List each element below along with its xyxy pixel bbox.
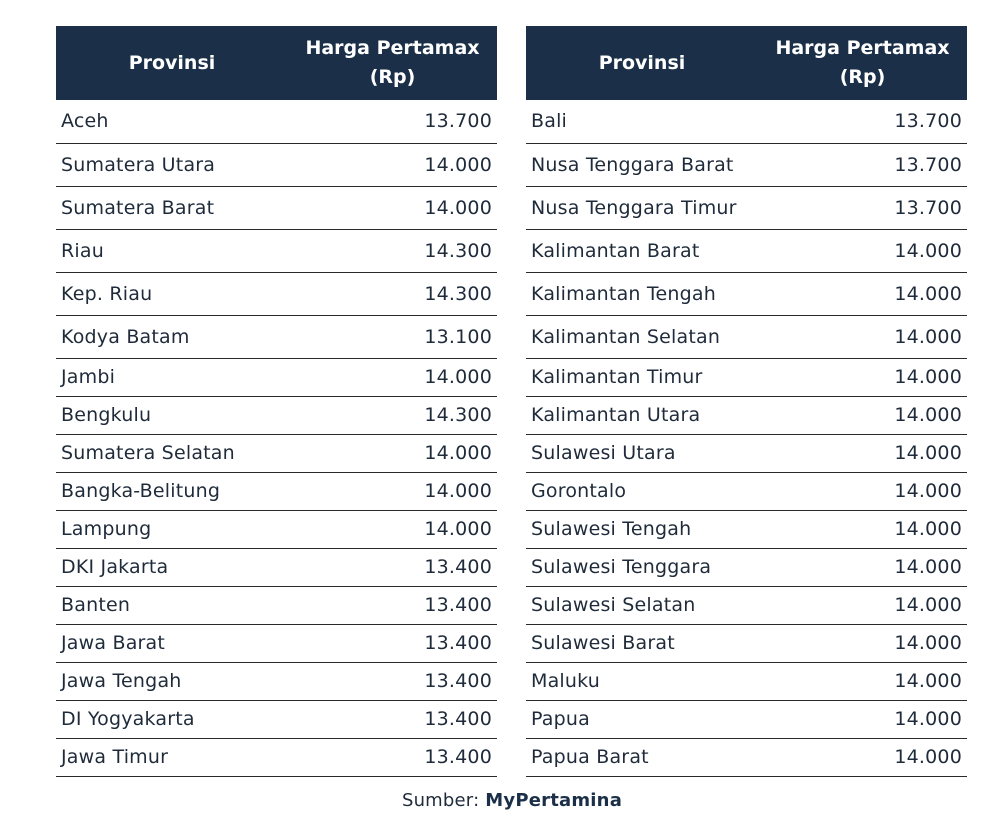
table-row bbox=[526, 143, 967, 186]
province-cell: Jambi bbox=[56, 358, 288, 396]
province-cell: Jawa Barat bbox=[56, 624, 288, 662]
table-row bbox=[526, 472, 967, 510]
province-column-header: Provinsi bbox=[56, 26, 288, 100]
price-cell: 14.000 bbox=[758, 358, 967, 396]
table-row bbox=[56, 143, 497, 186]
price-cell: 14.000 bbox=[758, 315, 967, 358]
province-cell: Bali bbox=[526, 100, 758, 143]
table-row bbox=[526, 434, 967, 472]
table-row bbox=[56, 186, 497, 229]
table-header-row bbox=[56, 26, 497, 100]
province-cell: Sumatera Selatan bbox=[56, 434, 288, 472]
price-cell: 14.000 bbox=[758, 548, 967, 586]
province-cell: Maluku bbox=[526, 662, 758, 700]
province-cell: Papua bbox=[526, 700, 758, 738]
table-row bbox=[526, 662, 967, 700]
table-row bbox=[526, 396, 967, 434]
table-header-row bbox=[526, 26, 967, 100]
price-cell: 13.100 bbox=[288, 315, 497, 358]
price-cell: 14.000 bbox=[758, 586, 967, 624]
price-cell: 14.000 bbox=[758, 662, 967, 700]
price-cell: 14.000 bbox=[758, 229, 967, 272]
table-row bbox=[526, 510, 967, 548]
province-cell: Papua Barat bbox=[526, 738, 758, 776]
price-cell: 13.700 bbox=[758, 186, 967, 229]
price-cell: 13.700 bbox=[758, 100, 967, 143]
price-cell: 14.000 bbox=[758, 510, 967, 548]
price-cell: 14.300 bbox=[288, 229, 497, 272]
price-cell: 14.000 bbox=[288, 434, 497, 472]
price-header-line-2: (Rp) bbox=[839, 66, 886, 88]
province-cell: Bangka-Belitung bbox=[56, 472, 288, 510]
province-cell: Sulawesi Selatan bbox=[526, 586, 758, 624]
province-cell: Kalimantan Utara bbox=[526, 396, 758, 434]
table-body bbox=[526, 100, 967, 776]
province-cell: Kep. Riau bbox=[56, 272, 288, 315]
price-table-right bbox=[526, 26, 967, 777]
table-row bbox=[56, 510, 497, 548]
province-cell: Gorontalo bbox=[526, 472, 758, 510]
price-column-header bbox=[758, 26, 967, 100]
province-cell: Jawa Tengah bbox=[56, 662, 288, 700]
province-cell: Sulawesi Tengah bbox=[526, 510, 758, 548]
province-cell: Kalimantan Selatan bbox=[526, 315, 758, 358]
price-cell: 13.400 bbox=[288, 662, 497, 700]
price-cell: 13.400 bbox=[288, 586, 497, 624]
source-name: MyPertamina bbox=[485, 790, 623, 811]
price-cell: 14.000 bbox=[288, 472, 497, 510]
table-row bbox=[526, 548, 967, 586]
price-cell: 14.000 bbox=[288, 143, 497, 186]
price-cell: 14.000 bbox=[288, 186, 497, 229]
table-row bbox=[56, 586, 497, 624]
table-row bbox=[56, 700, 497, 738]
price-cell: 14.300 bbox=[288, 396, 497, 434]
price-cell: 14.000 bbox=[758, 472, 967, 510]
price-cell: 13.400 bbox=[288, 548, 497, 586]
table-row bbox=[56, 624, 497, 662]
province-cell: Sulawesi Barat bbox=[526, 624, 758, 662]
table-row bbox=[526, 272, 967, 315]
province-cell: Sulawesi Tenggara bbox=[526, 548, 758, 586]
table-row bbox=[56, 315, 497, 358]
price-cell: 14.000 bbox=[758, 272, 967, 315]
table-row bbox=[526, 229, 967, 272]
province-cell: Sumatera Utara bbox=[56, 143, 288, 186]
table-row bbox=[56, 100, 497, 143]
price-header-line-2: (Rp) bbox=[369, 66, 416, 88]
province-column-header: Provinsi bbox=[526, 26, 758, 100]
price-cell: 13.400 bbox=[288, 700, 497, 738]
table-row bbox=[56, 662, 497, 700]
price-cell: 13.400 bbox=[288, 624, 497, 662]
province-cell: Kalimantan Tengah bbox=[526, 272, 758, 315]
price-cell: 14.000 bbox=[288, 510, 497, 548]
province-cell: Kodya Batam bbox=[56, 315, 288, 358]
province-cell: Sumatera Barat bbox=[56, 186, 288, 229]
province-cell: DI Yogyakarta bbox=[56, 700, 288, 738]
table-row bbox=[526, 358, 967, 396]
price-cell: 14.000 bbox=[758, 434, 967, 472]
table-row bbox=[526, 700, 967, 738]
table-row bbox=[526, 586, 967, 624]
province-cell: Riau bbox=[56, 229, 288, 272]
province-cell: Sulawesi Utara bbox=[526, 434, 758, 472]
table-row bbox=[56, 434, 497, 472]
table-body bbox=[56, 100, 497, 776]
table-row bbox=[526, 624, 967, 662]
table-row bbox=[56, 229, 497, 272]
price-cell: 13.700 bbox=[758, 143, 967, 186]
price-column-header bbox=[288, 26, 497, 100]
source-caption bbox=[0, 790, 1006, 811]
table-row bbox=[526, 100, 967, 143]
price-cell: 14.000 bbox=[288, 358, 497, 396]
province-cell: Aceh bbox=[56, 100, 288, 143]
price-cell: 14.000 bbox=[758, 624, 967, 662]
province-cell: Nusa Tenggara Timur bbox=[526, 186, 758, 229]
province-cell: Lampung bbox=[56, 510, 288, 548]
price-cell: 14.000 bbox=[758, 396, 967, 434]
price-header-line-1: Harga Pertamax bbox=[305, 37, 480, 59]
price-cell: 14.000 bbox=[758, 738, 967, 776]
table-row bbox=[56, 272, 497, 315]
table-row bbox=[56, 548, 497, 586]
province-cell: Nusa Tenggara Barat bbox=[526, 143, 758, 186]
table-row bbox=[526, 738, 967, 776]
table-row bbox=[56, 396, 497, 434]
price-cell: 14.000 bbox=[758, 700, 967, 738]
province-cell: Kalimantan Barat bbox=[526, 229, 758, 272]
province-cell: Jawa Timur bbox=[56, 738, 288, 776]
province-cell: DKI Jakarta bbox=[56, 548, 288, 586]
source-label: Sumber: bbox=[401, 790, 480, 811]
province-cell: Kalimantan Timur bbox=[526, 358, 758, 396]
province-cell: Bengkulu bbox=[56, 396, 288, 434]
table-row bbox=[526, 186, 967, 229]
price-header-line-1: Harga Pertamax bbox=[775, 37, 950, 59]
price-cell: 13.400 bbox=[288, 738, 497, 776]
province-cell: Banten bbox=[56, 586, 288, 624]
price-cell: 14.300 bbox=[288, 272, 497, 315]
price-cell: 13.700 bbox=[288, 100, 497, 143]
table-row bbox=[56, 738, 497, 776]
table-row bbox=[56, 472, 497, 510]
price-table-left bbox=[56, 26, 497, 777]
table-row bbox=[526, 315, 967, 358]
table-row bbox=[56, 358, 497, 396]
